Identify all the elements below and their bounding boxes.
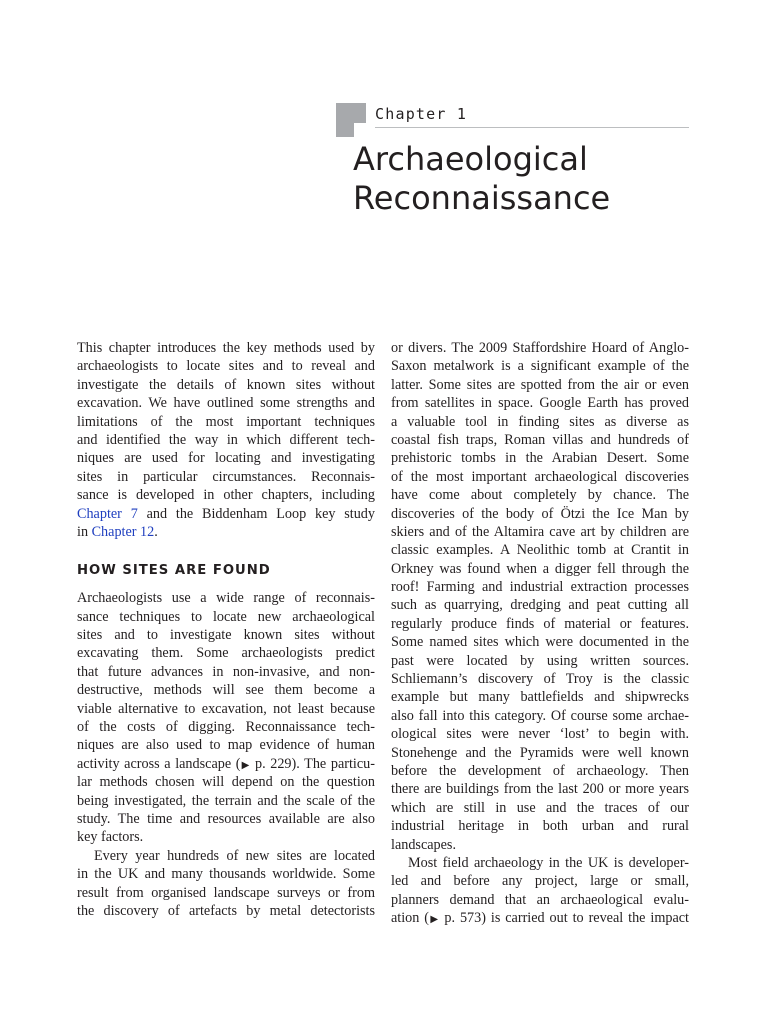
text-line: destructive, methods will see them become a [77, 682, 375, 699]
text-line: sance techniques to locate new archaeological [77, 608, 375, 625]
chapter-7-link[interactable]: Chapter 7 [77, 505, 138, 522]
chapter-title-line-2: Reconnaissance [353, 179, 611, 217]
text-fragment: activity across a landscape ( [77, 755, 241, 772]
text-line: that future advances in non-invasive, and non- [77, 663, 375, 680]
text-line: Some named sites which were documented in the [391, 634, 689, 651]
text-line: have come about completely by chance. The [391, 487, 689, 504]
intro-paragraph [77, 339, 375, 541]
text-fragment: p. 229). The particu- [250, 755, 375, 772]
page-ref-arrow-icon: ▶ [429, 914, 440, 926]
text-line: result from organised landscape surveys or from [77, 884, 375, 901]
text-fragment: in [77, 523, 92, 540]
text-line: landscapes. [391, 836, 457, 853]
text-line: example but many battlefields and shipwrecks [391, 689, 689, 706]
text-line: archaeologists to locate sites and to reveal and [77, 358, 375, 375]
text-line: Most field archaeology in the UK is developer- [408, 854, 689, 871]
text-fragment: . [154, 523, 158, 540]
text-line: and identified the way in which different tech- [77, 431, 375, 448]
text-line: excavating them. Some archaeologists predict [77, 645, 375, 662]
text-line: being investigated, the terrain and the scale of the [77, 792, 375, 809]
text-line: Every year hundreds of new sites are located [94, 847, 375, 864]
chapter-title-line-1: Archaeological [353, 140, 588, 178]
text-line: key factors. [77, 829, 144, 846]
text-line: such as quarrying, dredging and peat cutting all [391, 597, 689, 614]
text-line: there are buildings from the last 200 or more years [391, 781, 689, 798]
text-line: investigate the details of known sites without [77, 376, 375, 393]
text-line: discoveries of the body of Ötzi the Ice Man by [391, 505, 689, 522]
text-line: industrial heritage in both urban and rural [391, 818, 689, 835]
text-line: skiers and of the Altamira cave art by children are [391, 523, 689, 540]
text-line: or divers. The 2009 Staffordshire Hoard of Anglo- [391, 340, 689, 356]
text-line: sites in particular circumstances. Reconnais- [77, 468, 375, 485]
text-line: ological sites were never ‘lost’ to begin with. [391, 726, 689, 743]
text-fragment: p. 573) is carried out to reveal the impact [439, 910, 689, 927]
text-line: Saxon metalwork is a significant example of the [391, 358, 689, 375]
text-fragment: and the Biddenham Loop key study [137, 505, 375, 522]
text-line: of the most important archaeological discoveries [391, 468, 689, 485]
text-line: Schliemann’s discovery of Troy is the classic [391, 671, 689, 688]
chapter-title [353, 140, 610, 218]
chapter-12-link[interactable]: Chapter 12 [91, 523, 155, 540]
text-line [77, 505, 375, 523]
text-line: coastal fish traps, Roman villas and hundreds of [391, 431, 689, 448]
right-column [391, 339, 689, 928]
text-fragment: ation ( [391, 910, 430, 927]
text-line: before the development of archaeology. Then [391, 762, 689, 779]
text-line: Stonehenge and the Pyramids were well known [391, 744, 689, 761]
text-line: from satellites in space. Google Earth has proved [391, 395, 689, 412]
text-line: niques are used for locating and investigating [77, 450, 375, 467]
page-ref-arrow-icon: ▶ [240, 759, 251, 771]
text-line: which are still in use and the traces of our [391, 799, 689, 816]
text-line: also fall into this category. Of course some archae- [391, 707, 689, 724]
text-line: in the UK and many thousands worldwide. Some [77, 866, 375, 883]
text-line: limitations of the most important techniques [77, 413, 375, 430]
text-line: classic examples. A Neolithic tomb at Crantit in [391, 542, 689, 559]
text-line: study. The time and resources available are also [77, 810, 375, 827]
text-line: prehistoric tombs in the Arabian Desert. Some [391, 450, 689, 467]
text-line: excavation. We have outlined some strengths and [77, 395, 375, 412]
text-line: Orkney was found when a digger fell through the [391, 560, 689, 577]
text-line: roof! Farming and industrial extraction processes [391, 579, 689, 596]
section-paragraph-1 [77, 589, 375, 846]
chapter-label: Chapter 1 [375, 105, 468, 123]
left-column [77, 339, 375, 920]
chapter-rule [375, 127, 689, 128]
text-line: planners demand that an archaeological evalu- [391, 891, 689, 908]
text-line: viable alternative to excavation, not least because [77, 700, 375, 717]
text-line: niques are also used to map evidence of human [77, 737, 375, 754]
text-line: latter. Some sites are spotted from the air or even [391, 376, 689, 393]
right-paragraph-2 [391, 854, 689, 928]
chapter-corner-mark-tab [354, 103, 366, 123]
text-line: Archaeologists use a wide range of reconnais- [77, 590, 375, 607]
text-line: a valuable tool in finding sites as diverse as [391, 413, 689, 430]
text-line: sance is developed in other chapters, including [77, 487, 375, 504]
text-line: of the costs of digging. Reconnaissance tech- [77, 719, 375, 736]
text-line: the discovery of artefacts by metal detectorists [77, 902, 375, 919]
text-line [391, 909, 689, 927]
text-line [77, 755, 375, 773]
section-paragraph-2 [77, 847, 375, 921]
chapter-corner-mark [336, 103, 354, 137]
text-line: regularly produce finds of material or features. [391, 615, 689, 632]
right-paragraph-1 [391, 339, 689, 854]
text-line: led and before any project, large or small, [391, 873, 689, 890]
text-line [77, 523, 375, 541]
text-line: This chapter introduces the key methods used by [77, 340, 375, 356]
text-line: past were located by using written sources. [391, 652, 689, 669]
text-line: lar methods chosen will depend on the question [77, 774, 375, 791]
section-heading: HOW SITES ARE FOUND [77, 563, 271, 579]
text-line: sites and to investigate known sites without [77, 627, 375, 644]
